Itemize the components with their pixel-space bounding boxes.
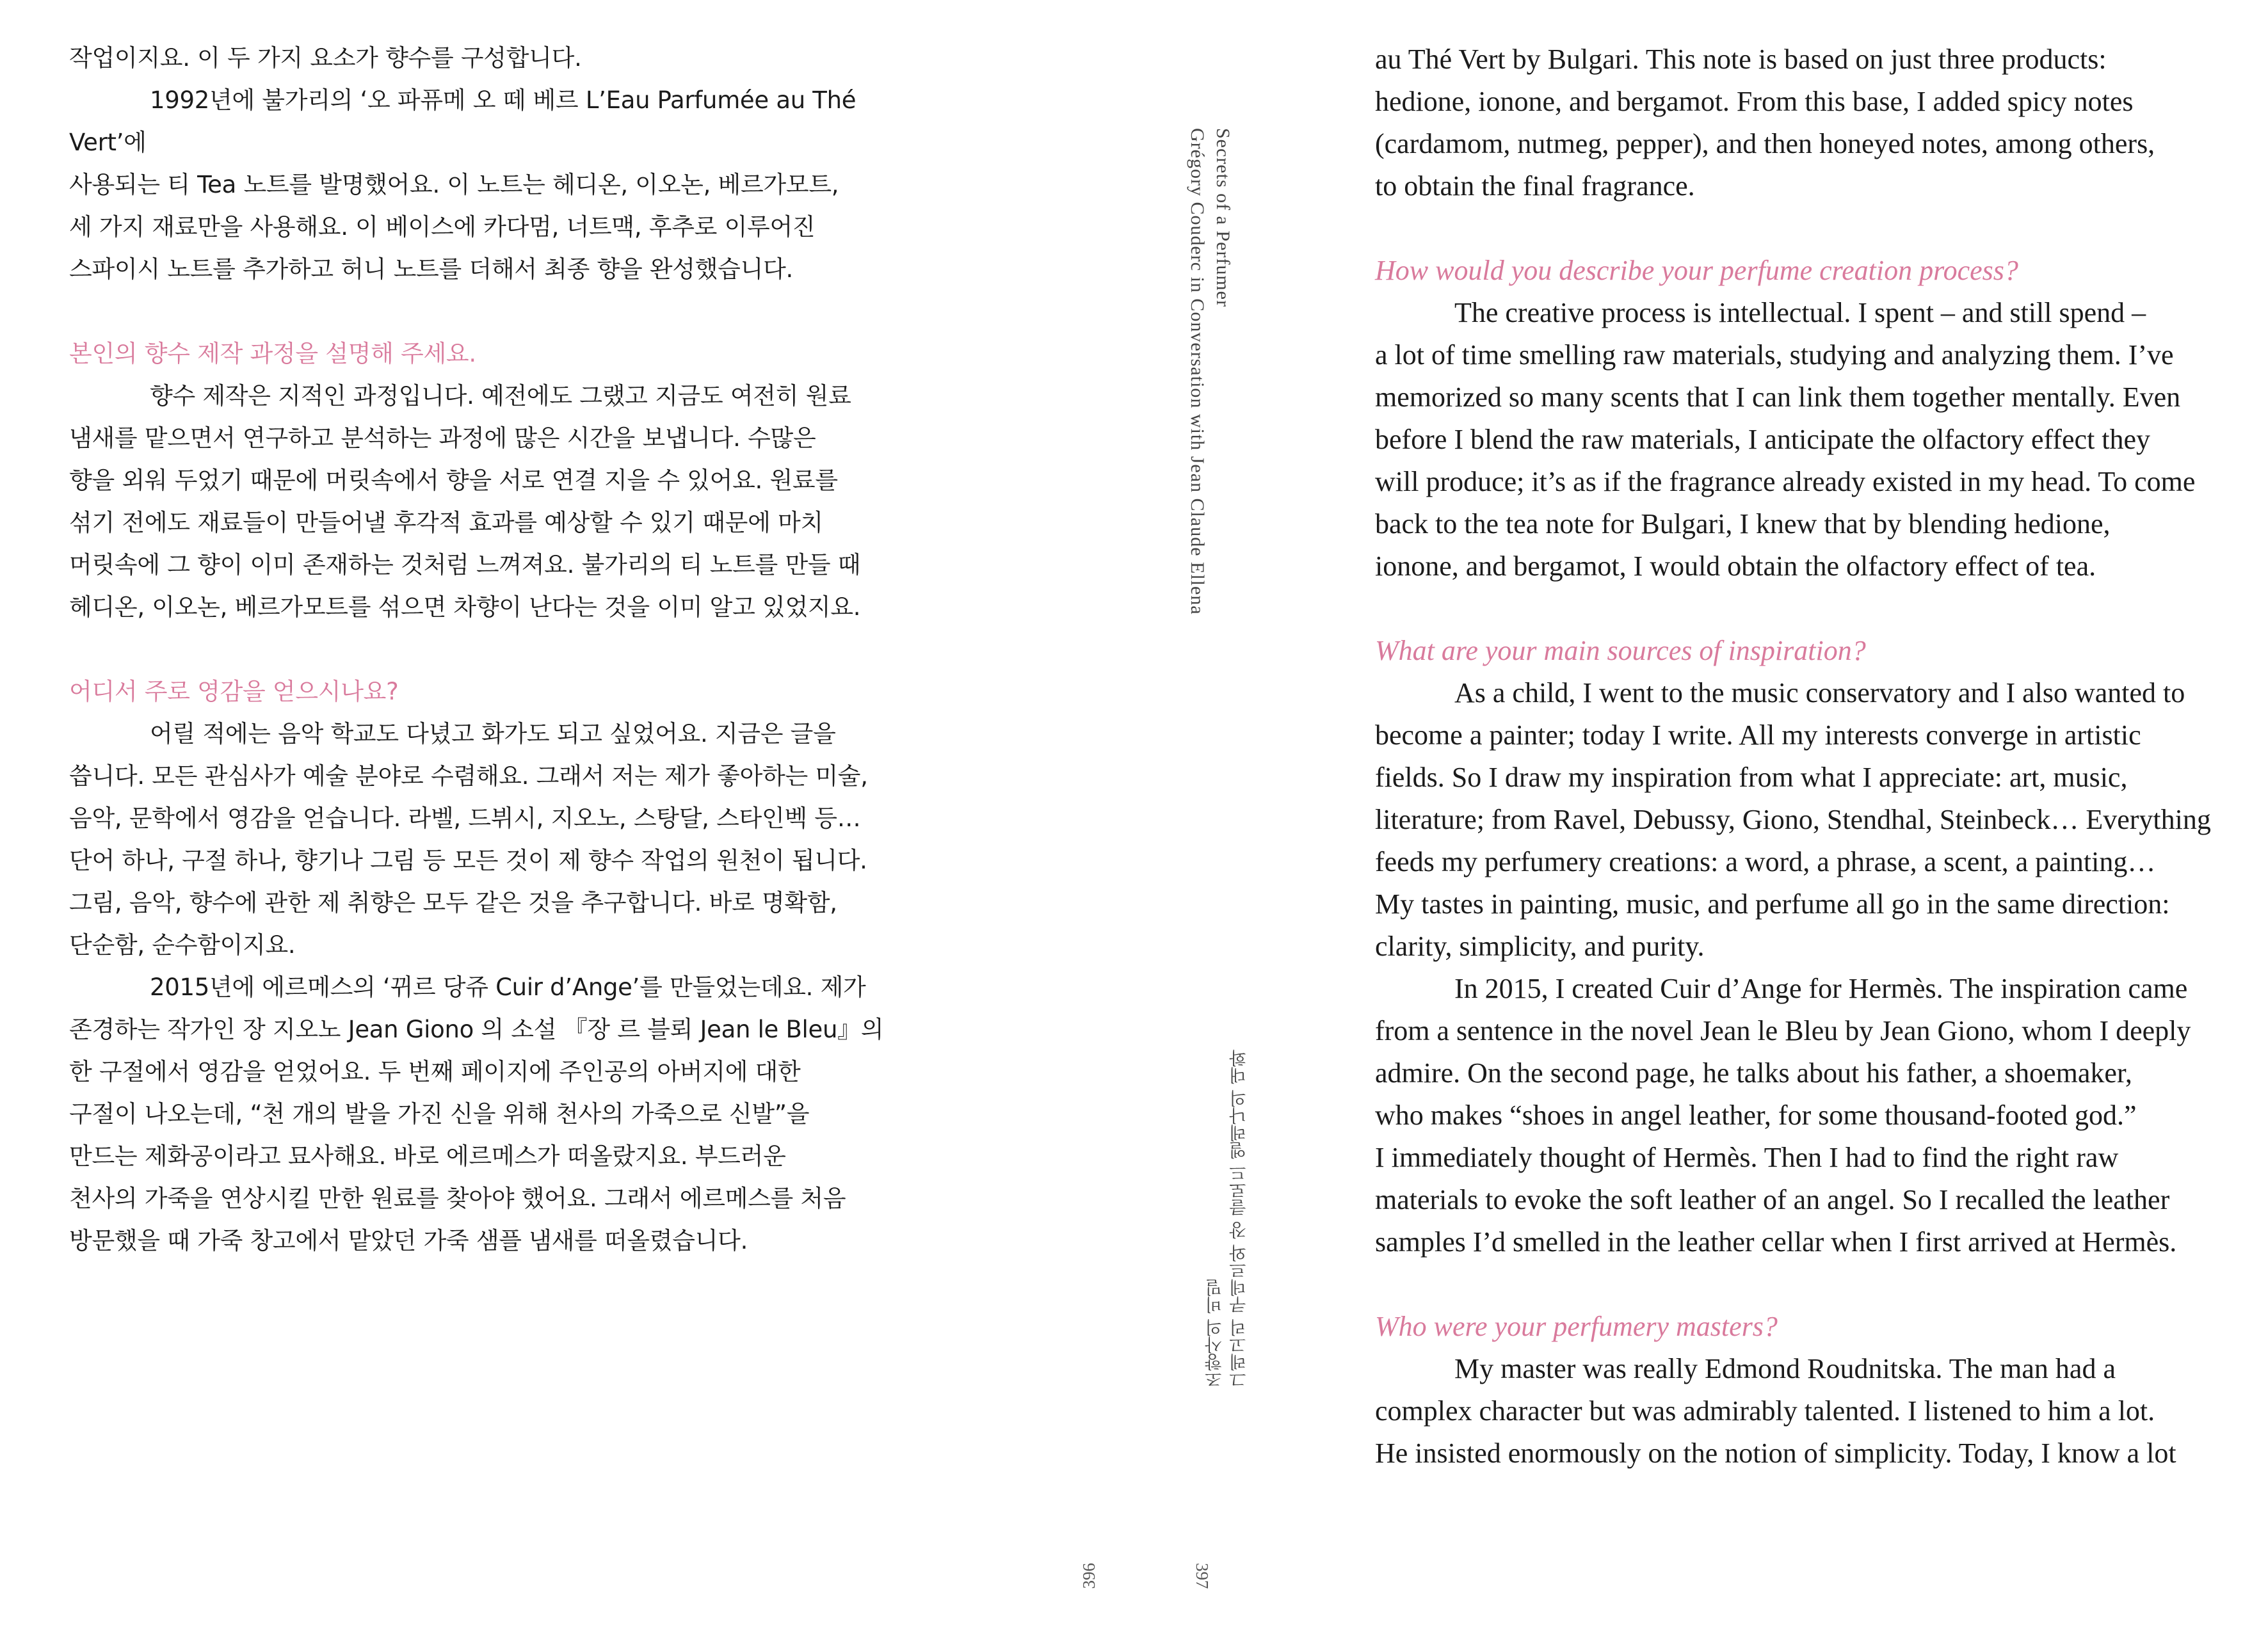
running-head-title: Secrets of a Perfumer — [1212, 128, 1234, 308]
paragraph: As a child, I went to the music conservatory and I also wanted to become a painter; today I write. All my interests converge in artistic fields. So I draw my inspiration from what I appreciate: art, music, literature; from Ravel, Debussy, Giono, Stendhal, Steinbeck… Everything feeds my perfumery creations: a word, a phrase, a scent, a painting… My tastes in painting, music, and perfume all go in the same direction: clarity, simplicity, and purity. — [1375, 677, 2211, 962]
question-heading: 어디서 주로 영감을 얻으시나요? — [69, 678, 399, 705]
question-heading: 본인의 향수 제작 과정을 설명해 주세요. — [69, 340, 476, 367]
question-heading: What are your main sources of inspiration? — [1375, 635, 1866, 666]
question-heading: How would you describe your perfume creation process? — [1375, 255, 2018, 286]
running-head-subtitle: Grégory Couderc in Conversation with Jean Claude Ellena — [1187, 128, 1208, 615]
running-head-subtitle: 그레고리 쿠데르와 장 클로드 엘레나의 대화 — [1230, 1050, 1250, 1388]
paragraph: 2015년에 에르메스의 ‘뀌르 당쥬 Cuir d’Ange’를 만들었는데요. 제가 존경하는 작가인 장 지오노 Jean Giono 의 소설 『장 르 블뢰 Jean le Bleu』의 한 구절에서 영감을 얻었어요. 두 번째 페이지에 주인공의 아버지에 대한 구절이 나오는데, “천 개의 발을 가진 신을 위해 천사의 가죽으로 신발”을 만드는 제화공이라고 묘사해요. 바로 에르메스가 떠올랐지요. 부드러운 천사의 가죽을 연상시킬 만한 원료를 찾아야 했어요. 그래서 에르메스를 처음 방문했을 때 가죽 창고에서 맡았던 가죽 샘플 냄새를 떠올렸습니다. — [69, 973, 884, 1254]
running-head-english — [1184, 128, 1235, 615]
paragraph: In 2015, I created Cuir d’Ange for Hermès. The inspiration came from a sentence in the novel Jean le Bleu by Jean Giono, whom I deeply admire. On the second page, he talks about his father, a shoemaker, who makes “shoes in angel leather, for some thousand-footed god.” I immediately thought of Hermès. Then I had to find the right raw materials to evoke the soft leather of an angel. So I recalled the leather samples I’d smelled in the leather cellar when I first arrived at Hermès. — [1375, 973, 2191, 1258]
paragraph: au Thé Vert by Bulgari. This note is based on just three products: hedione, ionone, and bergamot. From this base, I added spicy notes (cardamom, nutmeg, pepper), and then honeyed notes, among others, to obtain the final fragrance. — [1375, 44, 2155, 202]
page-number: 396 — [1079, 1563, 1098, 1589]
question-heading: Who were your perfumery masters? — [1375, 1311, 1778, 1342]
paragraph: The creative process is intellectual. I spent – and still spend – a lot of time smelling raw materials, studying and analyzing them. I’ve memorized so many scents that I can link them together mentally. Even before I blend the raw materials, I anticipate the olfactory effect they will produce; it’s as if the fragrance already existed in my head. To come back to the tea note for Bulgari, I knew that by blending hedione, ionone, and bergamot, I would obtain the olfactory effect of tea. — [1375, 297, 2196, 582]
page-number: 397 — [1193, 1563, 1212, 1589]
paragraph: 향수 제작은 지적인 과정입니다. 예전에도 그랬고 지금도 여전히 원료 냄새를 맡으면서 연구하고 분석하는 과정에 많은 시간을 보냅니다. 수많은 향을 외워 두었기 때문에 머릿속에서 향을 서로 연결 지을 수 있어요. 원료를 섞기 전에도 재료들이 만들어낼 후각적 효과를 예상할 수 있기 때문에 마치 머릿속에 그 향이 이미 존재하는 것처럼 느껴져요. 불가리의 티 노트를 만들 때 헤디온, 이오논, 베르가모트를 섞으면 차향이 난다는 것을 이미 알고 있었지요. — [69, 382, 861, 621]
paragraph: My master was really Edmond Roudnitska. The man had a complex character but was admirably talented. I listened to him a lot. He insisted enormously on the notion of simplicity. Today, I know a lot — [1375, 1353, 2176, 1469]
running-head-title: 조향사의 비밀 — [1205, 1279, 1225, 1388]
paragraph: 작업이지요. 이 두 가지 요소가 향수를 구성합니다. — [69, 44, 582, 72]
english-text-column — [1375, 38, 2226, 1475]
korean-text-column — [69, 37, 927, 1262]
paragraph: 어릴 적에는 음악 학교도 다녔고 화가도 되고 싶었어요. 지금은 글을 씁니다. 모든 관심사가 예술 분야로 수렴해요. 그래서 저는 제가 좋아하는 미술, 음악, 문학에서 영감을 얻습니다. 라벨, 드뷔시, 지오노, 스탕달, 스타인벡 등… 단어 하나, 구절 하나, 향기나 그림 등 모든 것이 제 향수 작업의 원천이 됩니다. 그림, 음악, 향수에 관한 제 취향은 모두 같은 것을 추구합니다. 바로 명확함, 단순함, 순수함이지요. — [69, 720, 868, 959]
paragraph: 1992년에 불가리의 ‘오 파퓨메 오 떼 베르 L’Eau Parfumée au Thé Vert’에 사용되는 티 Tea 노트를 발명했어요. 이 노트는 헤디온, 이오논, 베르가모트, 세 가지 재료만을 사용해요. 이 베이스에 카다멈, 너트맥, 후추로 이루어진 스파이시 노트를 추가하고 허니 노트를 더해서 최종 향을 완성했습니다. — [69, 86, 857, 283]
